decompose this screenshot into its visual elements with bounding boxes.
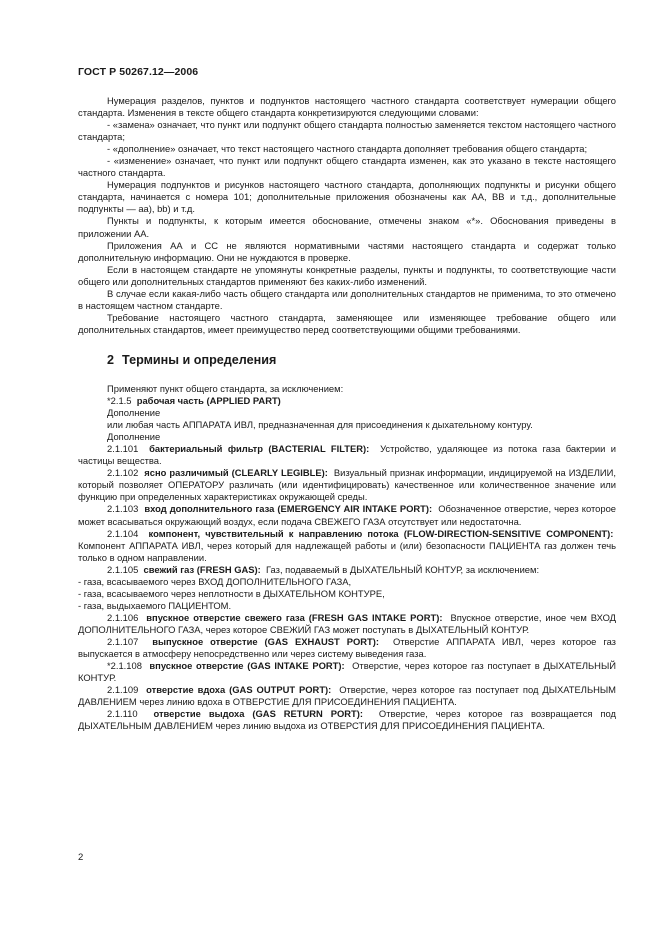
section-title: Термины и определения [122,352,277,367]
term-number: *2.1.108 [107,660,142,672]
intro-paragraph: Требование настоящего частного стандарта, заменяющее или изменяющее требование общего или дополнительных стандартов, имеет преимущество перед соответствующими общими требованиями. [78,311,616,335]
intro-paragraph: - «изменение» означает, что пункт или подпункт общего стандарта изменен, как это указано в тексте настоящего частного стандарта. [78,155,616,179]
term-name: компонент, чувствительный к направлению потока (FLOW-DIRECTION-SENSITIVE COMPONENT): [148,527,614,539]
term-definition: Газ, подаваемый в ДЫХАТЕЛЬНЫЙ КОНТУР, за исключением: [266,563,540,575]
section-lead: Применяют пункт общего стандарта, за исключением: [107,382,344,394]
term-number: 2.1.103 [107,503,139,515]
term-definition: Компонент АППАРАТА ИВЛ, через который для надлежащей работы и (или) безопасности ПАЦИЕНТА газ должен течь только в одном направлении. [78,539,616,563]
term-name: отверстие выдоха (GAS RETURN PORT): [153,708,364,720]
term-entry [78,708,616,732]
term-name: впускное отверстие (GAS INTAKE PORT): [149,660,345,672]
page-body [78,95,616,732]
term-entry [78,395,616,407]
term-number: 2.1.102 [107,467,139,479]
term-definition: Отверстие, через которое газ возвращается под ДЫХАТЕЛЬНЫМ ДАВЛЕНИЕМ через линию выдоха из ОТВЕРСТИЯ ДЛЯ ПРИСОЕДИНЕНИЯ ПАЦИЕНТА. [78,708,616,732]
addition-label: Дополнение [107,407,161,419]
term-name: вход дополнительного газа (EMERGENCY AIR INTAKE PORT): [144,503,433,515]
intro-paragraph: В случае если какая-либо часть общего стандарта или дополнительных стандартов не применима, то это отмечено в настоящем частном стандарте. [78,287,616,311]
term-definition: Устройство, удаляющее из потока газа бактерии и частицы вещества. [78,443,617,467]
term-number: 2.1.110 [107,708,138,720]
term-name: рабочая часть (APPLIED PART) [136,395,281,407]
list-item: - газа, выдыхаемого ПАЦИЕНТОМ. [78,599,232,611]
term-name: отверстие вдоха (GAS OUTPUT PORT): [146,684,332,696]
section-number: 2 [107,352,115,367]
term-name: ясно различимый (CLEARLY LEGIBLE): [144,467,328,479]
addition-text: или любая часть АППАРАТА ИВЛ, предназначенная для присоединения к дыхательному контуру. [107,419,533,431]
term-definition: Впускное отверстие, иное чем ВХОД ДОПОЛНИТЕЛЬНОГО ГАЗА, через которое СВЕЖИЙ ГАЗ может поступать в ДЫХАТЕЛЬНЫЙ КОНТУР. [78,611,617,635]
list-item: - газа, всасываемого через ВХОД ДОПОЛНИТЕЛЬНОГО ГАЗА, [78,575,352,587]
term-definition: Отверстие, через которое газ поступает под ДЫХАТЕЛЬНЫМ ДАВЛЕНИЕМ через линию вдоха в ОТВЕРСТИЕ ДЛЯ ПРИСОЕДИНЕНИЯ ПАЦИЕНТА. [78,684,616,708]
term-entry [78,528,616,564]
term-definition: Отверстие, через которое газ поступает в ДЫХАТЕЛЬНЫЙ КОНТУР. [78,660,616,684]
intro-paragraph: Если в настоящем стандарте не упомянуты конкретные разделы, пункты и подпункты, то соответствующие части общего или дополнительных стандартов применяют без каких-либо изменений. [78,263,616,287]
intro-paragraph: Пункты и подпункты, к которым имеется обоснование, отмечены знаком «*». Обоснования приведены в приложении АА. [78,215,616,239]
term-definition: Обозначенное отверстие, через которое может всасываться окружающий воздух, если подача СВЕЖЕГО ГАЗА отсутствует или недостаточна. [78,503,616,527]
page-header: ГОСТ Р 50267.12—2006 [78,66,199,78]
term-name: выпускное отверстие (GAS EXHAUST PORT): [152,635,380,647]
term-name: бактериальный фильтр (BACTERIAL FILTER): [149,443,370,455]
intro-paragraph: Приложения АА и СС не являются нормативными частями настоящего стандарта и содержат только дополнительную информацию. Они не нуждаются в проверке. [78,239,616,263]
term-entry [78,467,616,503]
term-entry [78,684,616,708]
term-number: 2.1.105 [107,563,139,575]
intro-paragraph: Нумерация подпунктов и рисунков настоящего частного стандарта, дополняющих подпункты и рисунки общего стандарта, начинается с номера 101; дополнительные приложения обозначены как АА, ВВ и т.д., дополнительные подпункты — аа), bb) и т.д. [78,179,616,215]
section-heading [107,354,616,366]
term-number: 2.1.101 [107,443,139,455]
term-number: 2.1.109 [107,684,139,696]
term-entry [78,503,616,527]
term-definition: Визуальный признак информации, индицируемой на ИЗДЕЛИИ, который позволяет ОПЕРАТОРУ различать (или идентифицировать) качественное или количественное значение или функцию при определенных характеристиках окружающей среды. [78,467,616,503]
term-entry [78,660,616,684]
term-number: 2.1.104 [107,527,139,539]
list-item: - газа, всасываемого через неплотности в ДЫХАТЕЛЬНОМ КОНТУРЕ, [78,587,385,599]
addition-label: Дополнение [107,431,161,443]
term-entry [78,636,616,660]
page-number: 2 [78,852,84,863]
intro-paragraph: Нумерация разделов, пунктов и подпунктов настоящего частного стандарта соответствует нумерации общего стандарта. Изменения в тексте общего стандарта конкретизируются следующими словами: [78,95,616,119]
term-entry [78,612,616,636]
term-name: свежий газ (FRESH GAS): [143,563,261,575]
term-number: 2.1.107 [107,635,139,647]
term-number: *2.1.5 [107,395,132,407]
term-entry [78,443,616,467]
intro-paragraph: - «замена» означает, что пункт или подпункт общего стандарта полностью заменяется текстом настоящего частного стандарта; [78,119,616,143]
term-number: 2.1.106 [107,611,139,623]
term-definition: Отверстие АППАРАТА ИВЛ, через которое газ выпускается в атмосферу непосредственно или через систему выведения газа. [78,635,616,660]
term-name: впускное отверстие свежего газа (FRESH GAS INTAKE PORT): [146,611,443,623]
intro-paragraph: - «дополнение» означает, что текст настоящего частного стандарта дополняет требования общего стандарта; [107,143,588,155]
term-entry [78,564,616,576]
